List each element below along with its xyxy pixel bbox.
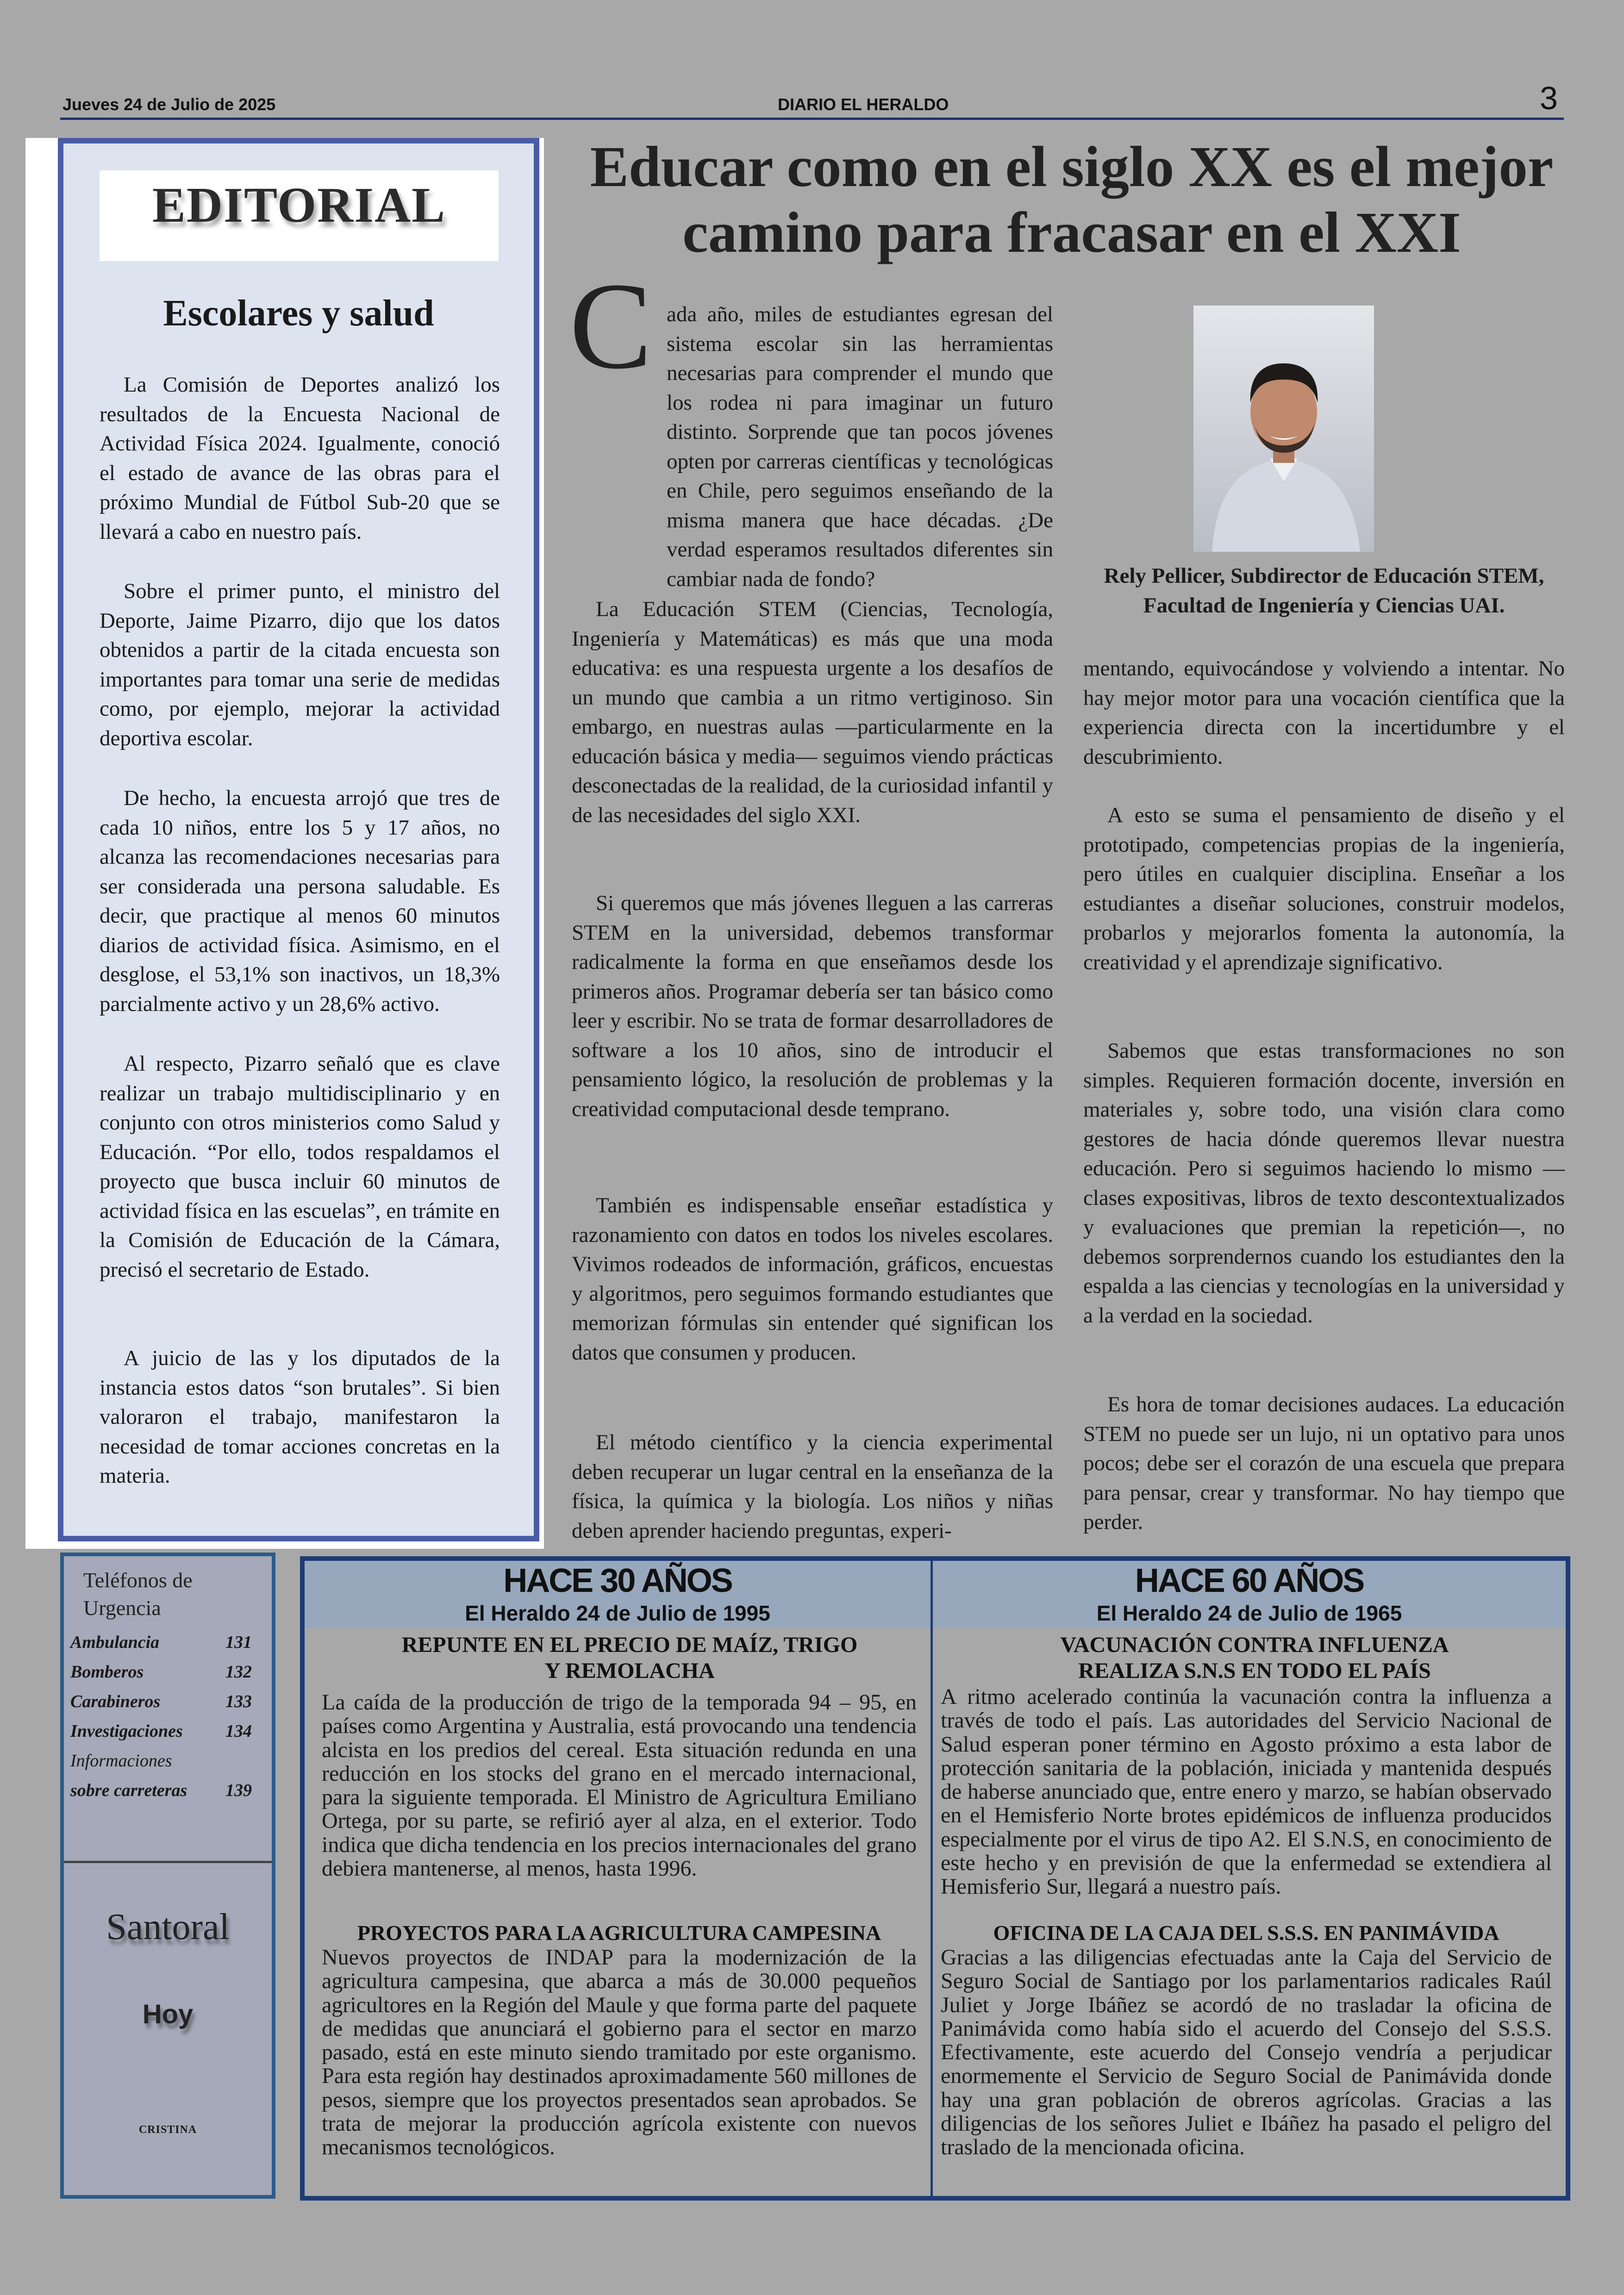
editorial-badge-label: EDITORIAL bbox=[152, 178, 446, 233]
hace60-subtitle: El Heraldo 24 de Julio de 1965 bbox=[1096, 1601, 1402, 1625]
phone-row: sobre carreteras 139 bbox=[70, 1781, 252, 1800]
editorial-paragraph: De hecho, la encuesta arrojó que tres de cada 10 niños, entre los 5 y 17 años, no alcanza las recomendaciones necesarias para ser considerada una persona saludable. Es decir, que practique al menos 60 minutos diarios de actividad física. Asimismo, en el desglose, el 53,1% son inactivos, un 18,3% parcialmente activo y un 28,6% activo. bbox=[100, 786, 500, 1016]
newspaper-name: DIARIO EL HERALDO bbox=[778, 95, 949, 114]
phone-row: Ambulancia 131 bbox=[70, 1633, 252, 1652]
hace30-body: Nuevos proyectos de INDAP para la modernización de la agricultura campesina, que abarca a más de 30.000 pequeños agricultores en la Región del Maule y que forma parte del paquete de medidas que anunciará el gobierno para el sector en marzo pasado, está en este minuto siendo tramitado por este organismo. Para esta región hay destinados aproximadamente 560 millones de pesos, siempre que los proyectos presentados sean aprobados. Se trata de mejorar la producción agrícola existente con nuevos mecanismos tecnológicos. bbox=[322, 1945, 917, 2160]
hace30-headline: PROYECTOS PARA LA AGRICULTURA CAMPESINA bbox=[357, 1921, 881, 1945]
editorial-paragraph: Sobre el primer punto, el ministro del Deporte, Jaime Pizarro, dijo que los datos obtenidos a partir de la citada encuesta son importantes para tomar una serie de medidas como, por ejemplo, mejorar la actividad deportiva escolar. bbox=[100, 579, 500, 750]
santoral-title: Santoral bbox=[106, 1907, 230, 1947]
hace30-title: HACE 30 AÑOS bbox=[503, 1562, 732, 1599]
phone-row: Bomberos 132 bbox=[70, 1662, 252, 1682]
article-paragraph: ada año, miles de estudiantes egresan del sistema escolar sin las herramientas necesarias para comprender el mundo que los rodea ni para imaginar un futuro distinto. Sorprende que tan pocos jóvenes opten por carreras científicas y tecnológicas en Chile, pero seguimos enseñando de la misma manera que hace décadas. ¿De verdad esperamos resultados diferentes sin cambiar nada de fondo? bbox=[667, 302, 1053, 591]
issue-date: Jueves 24 de Julio de 2025 bbox=[62, 95, 276, 114]
hace30-body: La caída de la producción de trigo de la temporada 94 – 95, en países como Argentina y Australia, está provocando una tendencia alcista en los predios del cereal. Esta situación redunda en una reducción en los stocks del grano en el mercado internacional, para la siguiente temporada. El Ministro de Agricultura Emiliano Ortega, por su parte, se refirió ayer al alza, en el exterior. Todo indica que dicha tendencia en los precios internacionales del grano debiera mantenerse, al menos, hasta 1996. bbox=[322, 1690, 917, 1881]
article-paragraph: La Educación STEM (Ciencias, Tecnología, Ingeniería y Matemáticas) es más que una moda educativa: es una respuesta urgente a los desafíos de un mundo que cambia a un ritmo vertiginoso. Sin embargo, en nuestras aulas —particularmente en la educación básica y media— seguimos viendo prácticas desconectadas de la realidad, de la curiosidad infantil y de las necesidades del siglo XXI. bbox=[572, 597, 1053, 827]
hace60-body: Gracias a las diligencias efectuadas ante la Caja del Servicio de Seguro Social de Santiago por los parlamentarios radicales Raúl Juliet y Jorge Ibáñez se acordó de no trasladar la oficina de Panimávida como había sido el acuerdo del Consejo del S.S.S. Efectivamente, este acuerdo del Consejo vendría a perjudicar enormemente el Servicio de Seguro Social de Panimávida donde hay una gran población de obreros agrícolas. Gracias a las diligencias de los señores Juliet e Ibáñez ha pasado el peligro del traslado de la mencionada oficina. bbox=[941, 1945, 1552, 2160]
article-headline: Educar como en el siglo XX es el mejor camino para fracasar en el XXI bbox=[590, 135, 1554, 265]
hace60-title: HACE 60 AÑOS bbox=[1135, 1562, 1364, 1599]
header-rule bbox=[60, 118, 1564, 120]
author-photo bbox=[1193, 306, 1374, 552]
hace60-headline: VACUNACIÓN CONTRA INFLUENZA REALIZA S.N.S EN TODO EL PAÍS bbox=[1060, 1633, 1449, 1683]
article-paragraph: Si queremos que más jóvenes lleguen a las carreras STEM en la universidad, debemos transformar radicalmente la forma en que enseñamos desde los primeros años. Programar debería ser tan básico como leer y escribir. No se trata de formar desarrolladores de software a los 10 años, sino de introducir el pensamiento lógico, la resolución de problemas y la creatividad computacional desde temprano. bbox=[572, 891, 1053, 1121]
editorial-paragraph: Al respecto, Pizarro señaló que es clave realizar un trabajo multidisciplinario y en conjunto con otros ministerios como Salud y Educación. “Por ello, todos respaldamos el proyecto que busca incluir 60 minutos de actividad física en las escuelas”, en trámite en la Comisión de Educación de la Cámara, precisó el secretario de Estado. bbox=[100, 1052, 500, 1282]
hace-divider bbox=[931, 1561, 933, 2196]
article-paragraph: Sabemos que estas transformaciones no son simples. Requieren formación docente, inversión en materiales y, sobre todo, una visión clara como gestores de hacia dónde queremos llevar nuestra educación. Pero si seguimos haciendo lo mismo —clases expositivas, libros de texto descontextualizados y evaluaciones que premian la repetición—, no debemos sorprendernos cuando los estudiantes den la espalda a las ciencias y tecnologías en la universidad y a la verdad en la sociedad. bbox=[1083, 1039, 1565, 1328]
hace60-body: A ritmo acelerado continúa la vacunación contra la influenza a través de todo el país. Las autoridades del Servicio Nacional de Salud esperan poner término en Agosto próximo a esta labor de protección sanitaria de la población, iniciada y mantenida después de haberse anunciado que, entre enero y marzo, se habían observado en el Hemisferio Norte brotes epidémicos de influenza producidos especialmente por el virus de tipo A2. El S.N.S, en conocimiento de este hecho y en previsión de que la enfermedad se extendiera al Hemisferio Sur, llegará a nuestro país. bbox=[941, 1684, 1552, 1899]
santoral-name: CRISTINA bbox=[138, 2124, 197, 2136]
article-paragraph: mentando, equivocándose y volviendo a intentar. No hay mejor motor para una vocación científica que la experiencia directa con la incertidumbre y el descubrimiento. bbox=[1083, 656, 1565, 769]
hace30-headline: REPUNTE EN EL PRECIO DE MAÍZ, TRIGO Y REMOLACHA bbox=[401, 1633, 858, 1683]
article-paragraph: A esto se suma el pensamiento de diseño y el prototipado, competencias propias de la ingeniería, pero útiles en cualquier disciplina. Enseñar a los estudiantes a diseñar soluciones, construir modelos, probarlos y mejorarlos fomenta la autonomía, la creatividad y el aprendizaje significativo. bbox=[1083, 803, 1565, 974]
phone-row: Carabineros 133 bbox=[70, 1692, 252, 1711]
editorial-paragraph: La Comisión de Deportes analizó los resultados de la Encuesta Nacional de Actividad Física 2024. Igualmente, conoció el estado de avance de las obras para el próximo Mundial de Fútbol Sub-20 que se llevará a cabo en nuestro país. bbox=[100, 373, 500, 544]
phone-row: Investigaciones 134 bbox=[70, 1721, 252, 1741]
hace30-subtitle: El Heraldo 24 de Julio de 1995 bbox=[465, 1601, 770, 1625]
phones-divider bbox=[64, 1861, 272, 1863]
article-paragraph: También es indispensable enseñar estadística y razonamiento con datos en todos los niveles escolares. Vivimos rodeados de información, gráficos, encuestas y algoritmos, pero seguimos formando estudiantes que memorizan fórmulas sin entender qué significan los datos que consumen y producen. bbox=[572, 1193, 1053, 1365]
page-number: 3 bbox=[1540, 80, 1558, 116]
article-paragraph: El método científico y la ciencia experimental deben recuperar un lugar central en la enseñanza de la física, la química y la biología. Los niños y niñas deben aprender haciendo preguntas, experi- bbox=[572, 1430, 1053, 1543]
editorial-title: Escolares y salud bbox=[163, 293, 434, 334]
hace60-headline: OFICINA DE LA CAJA DEL S.S.S. EN PANIMÁVIDA bbox=[993, 1921, 1499, 1945]
editorial-paragraph: A juicio de las y los diputados de la instancia estos datos “son brutales”. Si bien valoraron el trabajo, manifestaron la necesidad de tomar acciones concretas en la materia. bbox=[100, 1346, 500, 1488]
article-dropcap: C bbox=[569, 257, 652, 394]
phone-row: Informaciones bbox=[70, 1751, 172, 1771]
phones-title: Teléfonos de Urgencia bbox=[83, 1568, 193, 1620]
article-paragraph: Es hora de tomar decisiones audaces. La educación STEM no puede ser un lujo, ni un optativo para unos pocos; debe ser el corazón de una escuela que prepara para pensar, crear y transformar. No hay tiempo que perder. bbox=[1083, 1392, 1565, 1534]
photo-caption: Rely Pellicer, Subdirector de Educación STEM, Facultad de Ingeniería y Ciencias UAI. bbox=[1104, 564, 1544, 617]
santoral-today: Hoy bbox=[142, 1999, 194, 2029]
